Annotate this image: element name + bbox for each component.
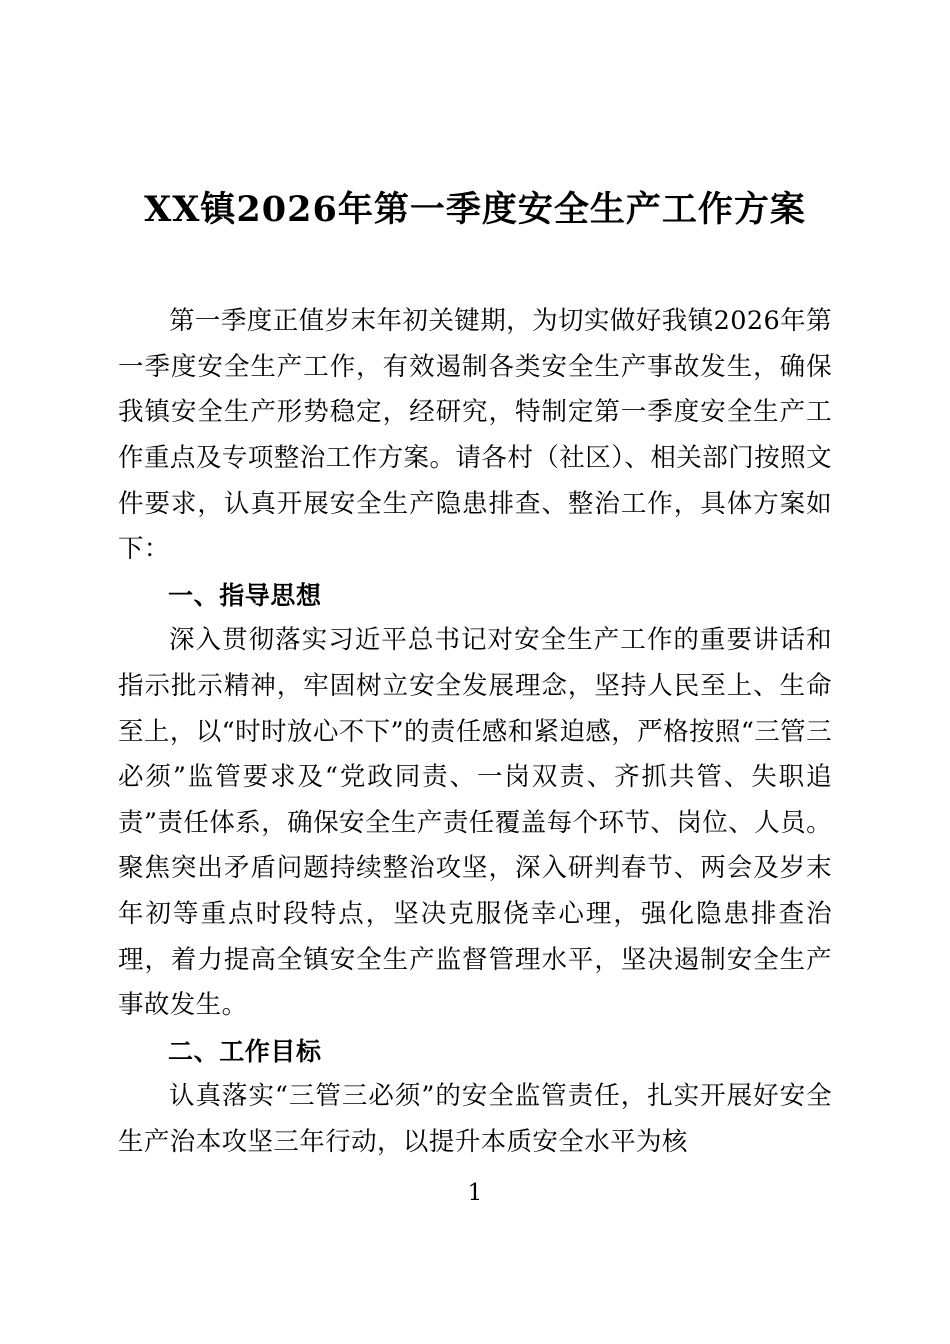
paragraph-intro: 第一季度正值岁末年初关键期，为切实做好我镇2026年第一季度安全生产工作，有效遏制各类安全生产事故发生，确保我镇安全生产形势稳定，经研究，特制定第一季度安全生产工作重点及专项整治工作方案。请各村（社区）、相关部门按照文件要求，认真开展安全生产隐患排查、整治工作，具体方案如下：	[118, 306, 832, 565]
section-heading-1: 一、指导思想	[168, 580, 322, 610]
page-number: 1	[467, 1180, 483, 1206]
paragraph-work-goals: 认真落实“三管三必须”的安全监管责任，扎实开展好安全生产治本攻坚三年行动，以提升本质安全水平为核	[118, 1081, 832, 1157]
section-heading-2: 二、工作目标	[168, 1036, 322, 1066]
paragraph-guiding-ideology: 深入贯彻落实习近平总书记对安全生产工作的重要讲话和指示批示精神，牢固树立安全发展理念，坚持人民至上、生命至上，以“时时放心不下”的责任感和紧迫感，严格按照“三管三必须”监管要求及“党政同责、一岗双责、齐抓共管、失职追责”责任体系，确保安全生产责任覆盖每个环节、岗位、人员。聚焦突出矛盾问题持续整治攻坚，深入研判春节、两会及岁末年初等重点时段特点，坚决克服侥幸心理，强化隐患排查治理，着力提高全镇安全生产监督管理水平，坚决遏制安全生产事故发生。	[118, 625, 832, 1021]
page-title: XX镇2026年第一季度安全生产工作方案	[144, 189, 806, 230]
document-body	[118, 299, 832, 1165]
